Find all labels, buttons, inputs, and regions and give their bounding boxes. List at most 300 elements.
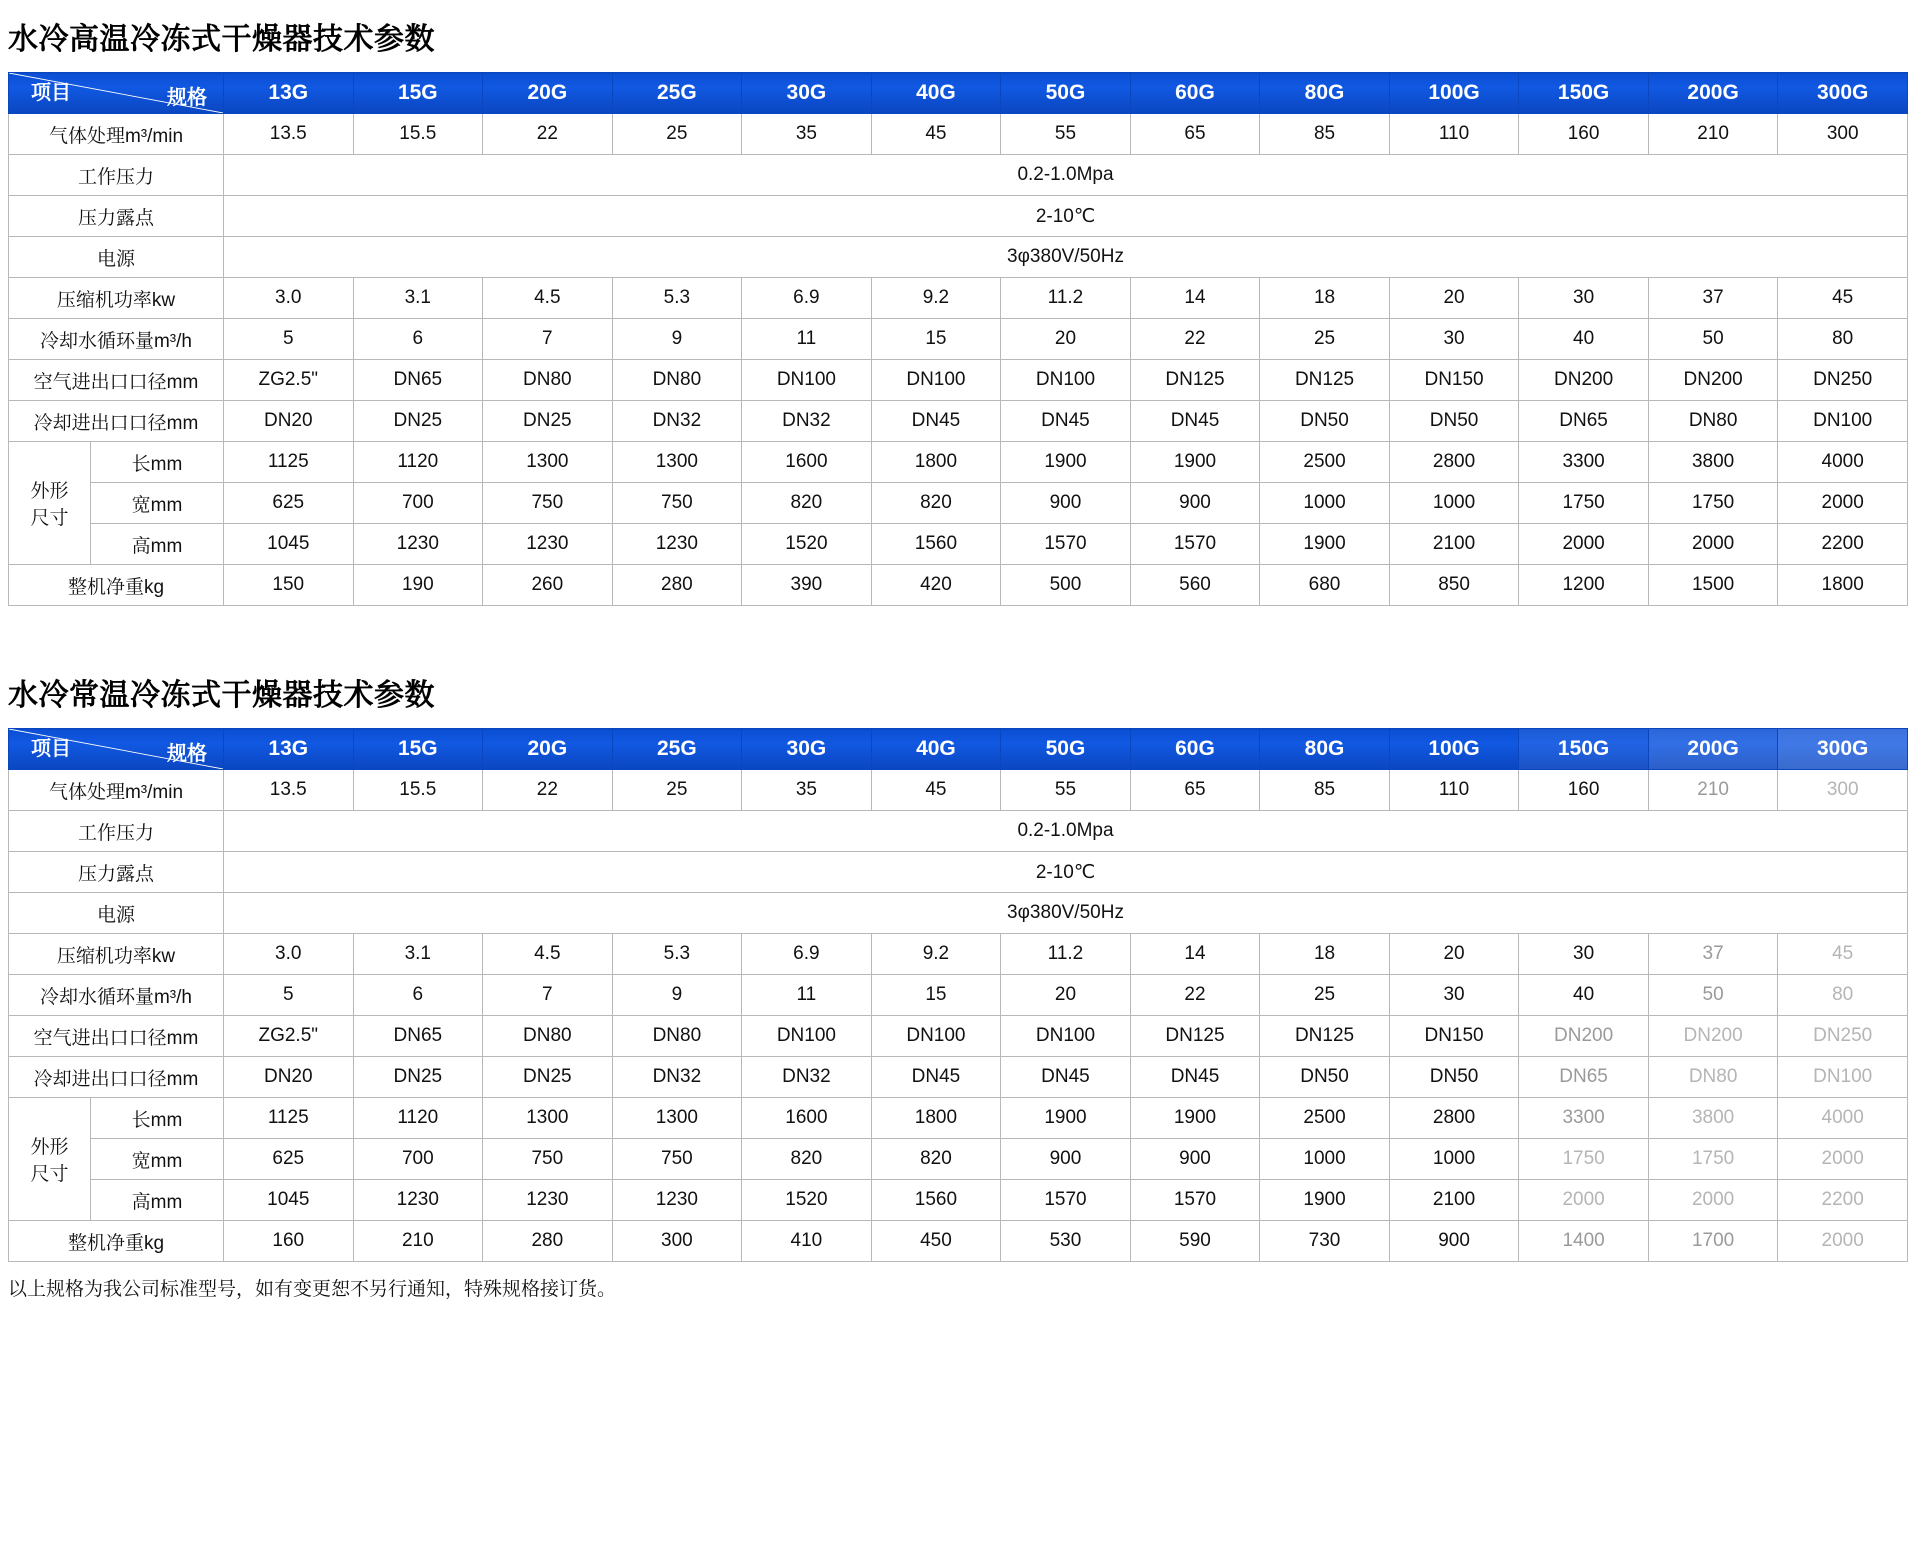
page-title-1: 水冷高温冷冻式干燥器技术参数 — [8, 23, 435, 56]
table-cell: 22 — [1130, 975, 1260, 1016]
column-header: 300G — [1778, 729, 1908, 770]
table-cell: 25 — [1260, 975, 1390, 1016]
table-cell: 625 — [224, 483, 354, 524]
table-cell: 680 — [1260, 565, 1390, 606]
table-cell: 1520 — [742, 524, 872, 565]
table-cell: 1600 — [742, 1098, 872, 1139]
table-cell: DN20 — [224, 1057, 354, 1098]
row-group-label — [9, 1098, 91, 1221]
table-cell: 1800 — [871, 1098, 1001, 1139]
table-row — [9, 975, 1908, 1016]
row-label: 空气进出口口径mm — [9, 1016, 224, 1057]
table-cell: DN80 — [612, 1016, 742, 1057]
table-cell: DN100 — [742, 1016, 872, 1057]
table-cell: 1750 — [1519, 483, 1649, 524]
table-cell: 820 — [871, 483, 1001, 524]
table-cell: 3800 — [1648, 442, 1778, 483]
table-cell: 625 — [224, 1139, 354, 1180]
table-cell: 210 — [353, 1221, 483, 1262]
table-cell: 50 — [1648, 319, 1778, 360]
table-cell: 6 — [353, 975, 483, 1016]
table-cell: 1520 — [742, 1180, 872, 1221]
column-header: 30G — [742, 729, 872, 770]
table-cell: DN100 — [871, 360, 1001, 401]
table-cell: 30 — [1519, 278, 1649, 319]
table-cell: 750 — [612, 1139, 742, 1180]
table-cell: 22 — [483, 114, 613, 155]
table-cell: 300 — [612, 1221, 742, 1262]
table-cell: DN25 — [353, 401, 483, 442]
table-row — [9, 442, 1908, 483]
corner-spec-label: 规格 — [167, 743, 207, 765]
table-cell: 1230 — [353, 1180, 483, 1221]
table-cell: 13.5 — [224, 114, 354, 155]
column-header: 13G — [224, 73, 354, 114]
table-cell: 1560 — [871, 1180, 1001, 1221]
table-cell: 5 — [224, 975, 354, 1016]
table-cell: 20 — [1389, 278, 1519, 319]
page-title-2: 水冷常温冷冻式干燥器技术参数 — [8, 679, 435, 712]
table-cell: 2500 — [1260, 1098, 1390, 1139]
table-cell: ZG2.5" — [224, 1016, 354, 1057]
table-cell: DN45 — [871, 401, 1001, 442]
corner-item-label: 项目 — [31, 738, 71, 760]
table-cell: 750 — [483, 1139, 613, 1180]
table-cell: DN45 — [1130, 401, 1260, 442]
table-cell: 20 — [1001, 319, 1131, 360]
footnote: 以上规格为我公司标准型号，如有变更恕不另行通知，特殊规格接订货。 — [8, 1279, 617, 1300]
table-row — [9, 524, 1908, 565]
table-cell: 11.2 — [1001, 934, 1131, 975]
column-header: 60G — [1130, 729, 1260, 770]
table-cell: 6.9 — [742, 934, 872, 975]
table-cell: 700 — [353, 483, 483, 524]
row-label: 长mm — [91, 442, 224, 483]
table-cell: DN80 — [612, 360, 742, 401]
table-cell: 30 — [1389, 319, 1519, 360]
row-label: 压缩机功率kw — [9, 278, 224, 319]
table-cell: 110 — [1389, 114, 1519, 155]
table-cell: 11 — [742, 975, 872, 1016]
table-cell: 900 — [1389, 1221, 1519, 1262]
table-cell: 9.2 — [871, 278, 1001, 319]
row-label: 工作压力 — [9, 811, 224, 852]
table-cell: 35 — [742, 770, 872, 811]
table-cell: 530 — [1001, 1221, 1131, 1262]
table-cell: 25 — [612, 770, 742, 811]
table-cell: 15.5 — [353, 114, 483, 155]
column-header: 80G — [1260, 729, 1390, 770]
row-group-label-line1: 外形 — [30, 1137, 69, 1158]
table-cell: 5 — [224, 319, 354, 360]
table-cell: DN80 — [1648, 1057, 1778, 1098]
table-cell: 1900 — [1001, 1098, 1131, 1139]
table-cell: 22 — [1130, 319, 1260, 360]
table-header-row — [9, 73, 1908, 114]
table-row — [9, 1221, 1908, 1262]
table-cell: 1000 — [1260, 1139, 1390, 1180]
table-cell: 80 — [1778, 319, 1908, 360]
table-row — [9, 934, 1908, 975]
column-header: 40G — [871, 729, 1001, 770]
table-cell: 37 — [1648, 278, 1778, 319]
corner-header-cell — [9, 73, 224, 114]
table-cell: 2000 — [1778, 483, 1908, 524]
table-cell: 5.3 — [612, 934, 742, 975]
table-cell: 1230 — [612, 1180, 742, 1221]
table-cell: 820 — [742, 1139, 872, 1180]
table-cell: 13.5 — [224, 770, 354, 811]
table-cell: 1000 — [1389, 1139, 1519, 1180]
table-cell: 260 — [483, 565, 613, 606]
table-cell: 2000 — [1778, 1221, 1908, 1262]
table-cell: 55 — [1001, 770, 1131, 811]
table-cell: DN45 — [1001, 1057, 1131, 1098]
table-cell: 300 — [1778, 770, 1908, 811]
table-cell: 35 — [742, 114, 872, 155]
column-header: 150G — [1519, 729, 1649, 770]
table-cell: 1800 — [871, 442, 1001, 483]
table-cell: 2500 — [1260, 442, 1390, 483]
table-cell: 1700 — [1648, 1221, 1778, 1262]
table-cell: 300 — [1778, 114, 1908, 155]
corner-header-cell — [9, 729, 224, 770]
row-label: 高mm — [91, 1180, 224, 1221]
table-cell: 1750 — [1519, 1139, 1649, 1180]
table-cell-merged: 0.2-1.0Mpa — [224, 811, 1908, 852]
table-row — [9, 237, 1908, 278]
table-cell: 590 — [1130, 1221, 1260, 1262]
row-label: 工作压力 — [9, 155, 224, 196]
row-group-label — [9, 442, 91, 565]
table-row — [9, 360, 1908, 401]
table-cell: DN32 — [612, 401, 742, 442]
table-cell: 5.3 — [612, 278, 742, 319]
row-label: 气体处理m³/min — [9, 114, 224, 155]
table-cell: 18 — [1260, 278, 1390, 319]
column-header: 15G — [353, 729, 483, 770]
table-cell: 1000 — [1260, 483, 1390, 524]
column-header: 60G — [1130, 73, 1260, 114]
table-cell: 190 — [353, 565, 483, 606]
table-cell: DN32 — [742, 401, 872, 442]
table-cell: 2000 — [1519, 524, 1649, 565]
row-label: 宽mm — [91, 483, 224, 524]
table-cell: 40 — [1519, 975, 1649, 1016]
table-row — [9, 1139, 1908, 1180]
table-cell: 40 — [1519, 319, 1649, 360]
table-cell: DN200 — [1648, 1016, 1778, 1057]
table-cell: DN65 — [1519, 1057, 1649, 1098]
corner-spec-label: 规格 — [167, 87, 207, 109]
table-cell: 1300 — [483, 1098, 613, 1139]
table-cell: 25 — [612, 114, 742, 155]
table-cell: 80 — [1778, 975, 1908, 1016]
table-cell: 2100 — [1389, 1180, 1519, 1221]
row-label: 气体处理m³/min — [9, 770, 224, 811]
table-cell: 1500 — [1648, 565, 1778, 606]
table-cell: 85 — [1260, 114, 1390, 155]
table-cell: DN50 — [1389, 1057, 1519, 1098]
column-header: 20G — [483, 73, 613, 114]
table-cell: DN50 — [1260, 1057, 1390, 1098]
table-cell: 2000 — [1778, 1139, 1908, 1180]
table-cell: 210 — [1648, 770, 1778, 811]
table-cell: DN200 — [1519, 360, 1649, 401]
table-cell: 850 — [1389, 565, 1519, 606]
table-row — [9, 770, 1908, 811]
row-label: 整机净重kg — [9, 565, 224, 606]
table-cell-merged: 2-10℃ — [224, 196, 1908, 237]
table-cell: 750 — [483, 483, 613, 524]
row-group-label-line2: 尺寸 — [30, 1164, 69, 1185]
table-cell: DN125 — [1260, 360, 1390, 401]
section-spacer — [0, 606, 1920, 662]
table-cell: DN45 — [871, 1057, 1001, 1098]
table-cell: 20 — [1389, 934, 1519, 975]
table-cell: 1300 — [612, 1098, 742, 1139]
table-cell: 1045 — [224, 1180, 354, 1221]
row-group-label-line1: 外形 — [30, 481, 69, 502]
column-header: 50G — [1001, 73, 1131, 114]
table-cell: 1400 — [1519, 1221, 1649, 1262]
table-cell: DN25 — [483, 401, 613, 442]
table-cell: 45 — [871, 770, 1001, 811]
table-cell: 3.1 — [353, 934, 483, 975]
table-cell: ZG2.5" — [224, 360, 354, 401]
table-cell: 2000 — [1648, 524, 1778, 565]
table-cell-merged: 0.2-1.0Mpa — [224, 155, 1908, 196]
row-label: 电源 — [9, 893, 224, 934]
table-cell: 9.2 — [871, 934, 1001, 975]
spec-table-high-temp — [8, 72, 1908, 606]
table-cell: 820 — [742, 483, 872, 524]
table-row — [9, 565, 1908, 606]
row-label: 冷却水循环量m³/h — [9, 975, 224, 1016]
table-cell: 1900 — [1130, 442, 1260, 483]
table-row — [9, 155, 1908, 196]
table-row — [9, 1180, 1908, 1221]
column-header: 200G — [1648, 73, 1778, 114]
table-cell: 15 — [871, 319, 1001, 360]
table-cell: 2000 — [1648, 1180, 1778, 1221]
table-cell: 3.1 — [353, 278, 483, 319]
table-cell: 37 — [1648, 934, 1778, 975]
table-cell: 1200 — [1519, 565, 1649, 606]
table-cell: DN25 — [483, 1057, 613, 1098]
table-cell: DN20 — [224, 401, 354, 442]
table-cell: 280 — [483, 1221, 613, 1262]
table-cell: 2800 — [1389, 1098, 1519, 1139]
table-cell: DN250 — [1778, 1016, 1908, 1057]
table-cell: DN65 — [353, 1016, 483, 1057]
table-cell: 700 — [353, 1139, 483, 1180]
table-cell: DN50 — [1260, 401, 1390, 442]
table-cell: 1230 — [353, 524, 483, 565]
table-cell: 420 — [871, 565, 1001, 606]
table-cell: 1750 — [1648, 1139, 1778, 1180]
table-cell: 1570 — [1001, 524, 1131, 565]
table-cell: 2000 — [1519, 1180, 1649, 1221]
row-label: 空气进出口口径mm — [9, 360, 224, 401]
table-cell: DN200 — [1648, 360, 1778, 401]
table-cell: 750 — [612, 483, 742, 524]
table-cell: 55 — [1001, 114, 1131, 155]
table-cell: 390 — [742, 565, 872, 606]
table-cell: 2800 — [1389, 442, 1519, 483]
table-cell: DN125 — [1260, 1016, 1390, 1057]
column-header: 100G — [1389, 729, 1519, 770]
table-cell: 4.5 — [483, 278, 613, 319]
table-cell: 410 — [742, 1221, 872, 1262]
table-cell: DN125 — [1130, 1016, 1260, 1057]
table-cell-merged: 2-10℃ — [224, 852, 1908, 893]
table-cell: DN45 — [1130, 1057, 1260, 1098]
table-cell: 1570 — [1001, 1180, 1131, 1221]
table-cell: 1300 — [612, 442, 742, 483]
table-cell: DN250 — [1778, 360, 1908, 401]
row-label: 压缩机功率kw — [9, 934, 224, 975]
table-cell: 65 — [1130, 770, 1260, 811]
table-cell: 450 — [871, 1221, 1001, 1262]
table-cell: 1600 — [742, 442, 872, 483]
table-cell: 14 — [1130, 934, 1260, 975]
table-cell: 900 — [1001, 1139, 1131, 1180]
row-label: 高mm — [91, 524, 224, 565]
table-cell: 1560 — [871, 524, 1001, 565]
table-cell: DN100 — [1001, 360, 1131, 401]
table-cell: 45 — [1778, 934, 1908, 975]
table-cell: 160 — [1519, 114, 1649, 155]
column-header: 15G — [353, 73, 483, 114]
table-cell: 2100 — [1389, 524, 1519, 565]
table-cell: DN65 — [353, 360, 483, 401]
table-cell: DN80 — [1648, 401, 1778, 442]
table-cell: 160 — [224, 1221, 354, 1262]
table-cell: DN80 — [483, 360, 613, 401]
table-row — [9, 114, 1908, 155]
table-cell: 900 — [1130, 483, 1260, 524]
row-group-label-line2: 尺寸 — [30, 508, 69, 529]
table-cell: 1300 — [483, 442, 613, 483]
table-cell: 1230 — [483, 524, 613, 565]
table-cell: DN125 — [1130, 360, 1260, 401]
table-cell: 1125 — [224, 1098, 354, 1139]
table-cell: 14 — [1130, 278, 1260, 319]
table-cell: 30 — [1389, 975, 1519, 1016]
table-row — [9, 278, 1908, 319]
table-cell: 11 — [742, 319, 872, 360]
table-cell: 15 — [871, 975, 1001, 1016]
table-row — [9, 1098, 1908, 1139]
table-cell: DN65 — [1519, 401, 1649, 442]
table-cell: 4000 — [1778, 442, 1908, 483]
table-row — [9, 483, 1908, 524]
table-cell: 9 — [612, 975, 742, 1016]
table-cell: 65 — [1130, 114, 1260, 155]
table-cell: 110 — [1389, 770, 1519, 811]
row-label: 冷却进出口口径mm — [9, 401, 224, 442]
column-header: 50G — [1001, 729, 1131, 770]
table-cell: 45 — [1778, 278, 1908, 319]
table-cell: 1125 — [224, 442, 354, 483]
column-header: 20G — [483, 729, 613, 770]
table-cell: 210 — [1648, 114, 1778, 155]
table-row — [9, 893, 1908, 934]
table-cell: 280 — [612, 565, 742, 606]
row-label: 宽mm — [91, 1139, 224, 1180]
table-cell: 25 — [1260, 319, 1390, 360]
table-cell: 900 — [1130, 1139, 1260, 1180]
table-cell: 9 — [612, 319, 742, 360]
table-cell: 820 — [871, 1139, 1001, 1180]
table-cell: 1900 — [1001, 442, 1131, 483]
table-cell: 1570 — [1130, 524, 1260, 565]
table-cell: DN50 — [1389, 401, 1519, 442]
table-cell: 1120 — [353, 1098, 483, 1139]
table-cell: 6.9 — [742, 278, 872, 319]
row-label: 整机净重kg — [9, 1221, 224, 1262]
table-cell: 730 — [1260, 1221, 1390, 1262]
table-cell: 4.5 — [483, 934, 613, 975]
table-cell: 20 — [1001, 975, 1131, 1016]
table-cell-merged: 3φ380V/50Hz — [224, 893, 1908, 934]
table-cell: DN80 — [483, 1016, 613, 1057]
table-cell: 1230 — [612, 524, 742, 565]
table-row — [9, 1057, 1908, 1098]
row-label: 冷却进出口口径mm — [9, 1057, 224, 1098]
table-cell: DN45 — [1001, 401, 1131, 442]
table-cell: 2200 — [1778, 1180, 1908, 1221]
table-header-row — [9, 729, 1908, 770]
table-cell: 3.0 — [224, 934, 354, 975]
row-label: 电源 — [9, 237, 224, 278]
table-cell: 1570 — [1130, 1180, 1260, 1221]
table-cell: 1900 — [1260, 524, 1390, 565]
table-cell: DN150 — [1389, 1016, 1519, 1057]
column-header: 200G — [1648, 729, 1778, 770]
table-cell: 1900 — [1130, 1098, 1260, 1139]
column-header: 30G — [742, 73, 872, 114]
table-cell: 4000 — [1778, 1098, 1908, 1139]
table-cell: 150 — [224, 565, 354, 606]
table-cell: DN32 — [612, 1057, 742, 1098]
table-cell: 3300 — [1519, 1098, 1649, 1139]
table-cell: 900 — [1001, 483, 1131, 524]
row-label: 压力露点 — [9, 852, 224, 893]
table-cell: 1750 — [1648, 483, 1778, 524]
table-cell-merged: 3φ380V/50Hz — [224, 237, 1908, 278]
table-cell: 3800 — [1648, 1098, 1778, 1139]
table-cell: 7 — [483, 975, 613, 1016]
table-cell: 1045 — [224, 524, 354, 565]
table-row — [9, 401, 1908, 442]
table-cell: 1800 — [1778, 565, 1908, 606]
table-cell: 22 — [483, 770, 613, 811]
table-cell: DN150 — [1389, 360, 1519, 401]
table-cell: DN32 — [742, 1057, 872, 1098]
row-label: 压力露点 — [9, 196, 224, 237]
table-row — [9, 811, 1908, 852]
column-header: 13G — [224, 729, 354, 770]
table-cell: 560 — [1130, 565, 1260, 606]
table-cell: 3.0 — [224, 278, 354, 319]
table-cell: DN100 — [1001, 1016, 1131, 1057]
column-header: 300G — [1778, 73, 1908, 114]
table-cell: 85 — [1260, 770, 1390, 811]
table-cell: DN200 — [1519, 1016, 1649, 1057]
table-cell: DN25 — [353, 1057, 483, 1098]
